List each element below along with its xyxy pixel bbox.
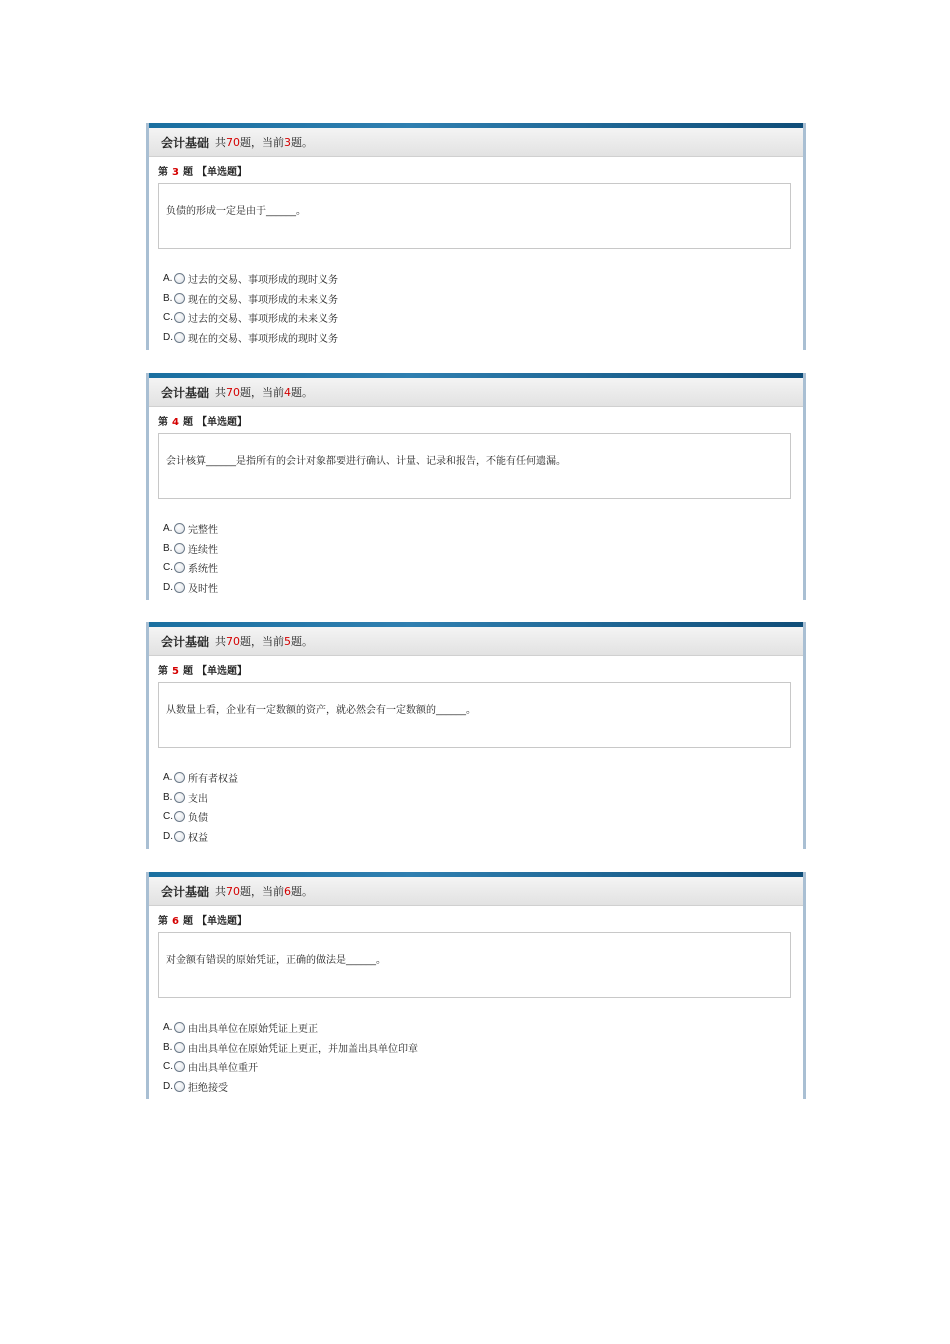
option-letter: D. bbox=[163, 1081, 173, 1093]
option-text: 权益 bbox=[188, 833, 208, 845]
total-prefix: 共 bbox=[215, 885, 227, 898]
option-letter: A. bbox=[163, 273, 173, 285]
question-number: 3 bbox=[172, 167, 179, 178]
option-letter: A. bbox=[163, 523, 173, 535]
option-letter: C. bbox=[163, 811, 173, 823]
current-index: 3 bbox=[284, 135, 292, 149]
option-text: 过去的交易、事项形成的现时义务 bbox=[188, 275, 338, 287]
option-a[interactable] bbox=[163, 269, 803, 289]
question-panel bbox=[146, 872, 806, 1099]
option-text: 负债 bbox=[188, 813, 208, 825]
option-letter: A. bbox=[163, 1022, 173, 1034]
option-list bbox=[163, 1018, 803, 1096]
radio-button[interactable] bbox=[174, 293, 185, 304]
radio-button[interactable] bbox=[174, 1022, 185, 1033]
question-type: 【单选题】 bbox=[196, 916, 247, 927]
panel-header bbox=[149, 627, 803, 656]
option-text: 由出具单位在原始凭证上更正 bbox=[188, 1024, 318, 1036]
current-suffix: 题。 bbox=[291, 885, 314, 898]
total-suffix: 题，当前 bbox=[240, 635, 285, 648]
radio-button[interactable] bbox=[174, 562, 185, 573]
option-letter: B. bbox=[163, 542, 173, 554]
option-list bbox=[163, 519, 803, 597]
radio-button[interactable] bbox=[174, 523, 185, 534]
panel-header bbox=[149, 877, 803, 906]
option-text: 拒绝接受 bbox=[188, 1083, 228, 1095]
current-suffix: 题。 bbox=[291, 635, 314, 648]
question-title-prefix: 第 bbox=[158, 666, 168, 677]
total-suffix: 题，当前 bbox=[240, 386, 285, 399]
radio-button[interactable] bbox=[174, 582, 185, 593]
radio-button[interactable] bbox=[174, 332, 185, 343]
question-text: 对金额有错误的原始凭证，正确的做法是______。 bbox=[158, 932, 791, 998]
option-letter: B. bbox=[163, 1041, 173, 1053]
radio-button[interactable] bbox=[174, 772, 185, 783]
question-title-suffix: 题 bbox=[182, 417, 193, 428]
option-c[interactable] bbox=[163, 558, 803, 578]
radio-button[interactable] bbox=[174, 312, 185, 323]
option-text: 系统性 bbox=[188, 564, 218, 576]
question-type: 【单选题】 bbox=[196, 417, 247, 428]
panel-header bbox=[149, 128, 803, 157]
option-b[interactable] bbox=[163, 289, 803, 309]
option-c[interactable] bbox=[163, 1057, 803, 1077]
subject-title: 会计基础 bbox=[161, 385, 210, 400]
question-title-suffix: 题 bbox=[182, 666, 193, 677]
total-suffix: 题，当前 bbox=[240, 885, 285, 898]
question-text: 从数量上看，企业有一定数额的资产，就必然会有一定数额的______。 bbox=[158, 682, 791, 748]
option-b[interactable] bbox=[163, 539, 803, 559]
option-text: 由出具单位在原始凭证上更正，并加盖出具单位印章 bbox=[188, 1043, 418, 1055]
radio-button[interactable] bbox=[174, 831, 185, 842]
option-list bbox=[163, 768, 803, 846]
option-letter: A. bbox=[163, 772, 173, 784]
question-text: 会计核算______是指所有的会计对象都要进行确认、计量、记录和报告，不能有任何遗漏。 bbox=[158, 433, 791, 499]
current-suffix: 题。 bbox=[291, 386, 314, 399]
option-letter: C. bbox=[163, 312, 173, 324]
option-d[interactable] bbox=[163, 578, 803, 598]
question-type: 【单选题】 bbox=[196, 666, 247, 677]
question-title-suffix: 题 bbox=[182, 916, 193, 927]
option-text: 过去的交易、事项形成的未来义务 bbox=[188, 314, 338, 326]
total-prefix: 共 bbox=[215, 386, 227, 399]
question-title-prefix: 第 bbox=[158, 417, 168, 428]
total-count: 70 bbox=[226, 135, 241, 149]
option-a[interactable] bbox=[163, 1018, 803, 1038]
total-count: 70 bbox=[226, 634, 241, 648]
option-letter: D. bbox=[163, 332, 173, 344]
radio-button[interactable] bbox=[174, 1042, 185, 1053]
option-d[interactable] bbox=[163, 827, 803, 847]
subject-title: 会计基础 bbox=[161, 135, 210, 150]
option-list bbox=[163, 269, 803, 347]
question-title bbox=[158, 166, 803, 179]
option-text: 现在的交易、事项形成的现时义务 bbox=[188, 334, 338, 346]
question-title-prefix: 第 bbox=[158, 167, 168, 178]
radio-button[interactable] bbox=[174, 811, 185, 822]
subject-title: 会计基础 bbox=[161, 634, 210, 649]
total-suffix: 题，当前 bbox=[240, 136, 285, 149]
option-c[interactable] bbox=[163, 807, 803, 827]
question-title bbox=[158, 915, 803, 928]
option-text: 由出具单位重开 bbox=[188, 1063, 258, 1075]
option-a[interactable] bbox=[163, 519, 803, 539]
option-letter: C. bbox=[163, 1061, 173, 1073]
current-index: 4 bbox=[284, 385, 292, 399]
option-letter: D. bbox=[163, 831, 173, 843]
option-text: 支出 bbox=[188, 793, 208, 805]
option-text: 所有者权益 bbox=[188, 774, 238, 786]
total-prefix: 共 bbox=[215, 635, 227, 648]
panel-header bbox=[149, 378, 803, 407]
question-number: 4 bbox=[172, 417, 179, 428]
question-number: 6 bbox=[172, 916, 179, 927]
option-text: 及时性 bbox=[188, 584, 218, 596]
question-panel bbox=[146, 622, 806, 849]
subject-title: 会计基础 bbox=[161, 884, 210, 899]
question-title-suffix: 题 bbox=[182, 167, 193, 178]
question-title bbox=[158, 665, 803, 678]
question-text: 负债的形成一定是由于______。 bbox=[158, 183, 791, 249]
option-letter: C. bbox=[163, 562, 173, 574]
question-panel bbox=[146, 123, 806, 350]
current-index: 6 bbox=[284, 884, 292, 898]
total-count: 70 bbox=[226, 884, 241, 898]
radio-button[interactable] bbox=[174, 1061, 185, 1072]
option-b[interactable] bbox=[163, 788, 803, 808]
option-d[interactable] bbox=[163, 328, 803, 348]
option-text: 完整性 bbox=[188, 525, 218, 537]
option-letter: B. bbox=[163, 791, 173, 803]
option-text: 现在的交易、事项形成的未来义务 bbox=[188, 294, 338, 306]
total-count: 70 bbox=[226, 385, 241, 399]
option-d[interactable] bbox=[163, 1077, 803, 1097]
total-prefix: 共 bbox=[215, 136, 227, 149]
question-type: 【单选题】 bbox=[196, 167, 247, 178]
option-c[interactable] bbox=[163, 308, 803, 328]
option-letter: B. bbox=[163, 292, 173, 304]
radio-button[interactable] bbox=[174, 543, 185, 554]
option-letter: D. bbox=[163, 582, 173, 594]
question-number: 5 bbox=[172, 666, 179, 677]
question-panel bbox=[146, 373, 806, 600]
current-index: 5 bbox=[284, 634, 292, 648]
option-a[interactable] bbox=[163, 768, 803, 788]
option-b[interactable] bbox=[163, 1038, 803, 1058]
question-title-prefix: 第 bbox=[158, 916, 168, 927]
current-suffix: 题。 bbox=[291, 136, 314, 149]
radio-button[interactable] bbox=[174, 792, 185, 803]
radio-button[interactable] bbox=[174, 273, 185, 284]
question-title bbox=[158, 416, 803, 429]
radio-button[interactable] bbox=[174, 1081, 185, 1092]
option-text: 连续性 bbox=[188, 544, 218, 556]
